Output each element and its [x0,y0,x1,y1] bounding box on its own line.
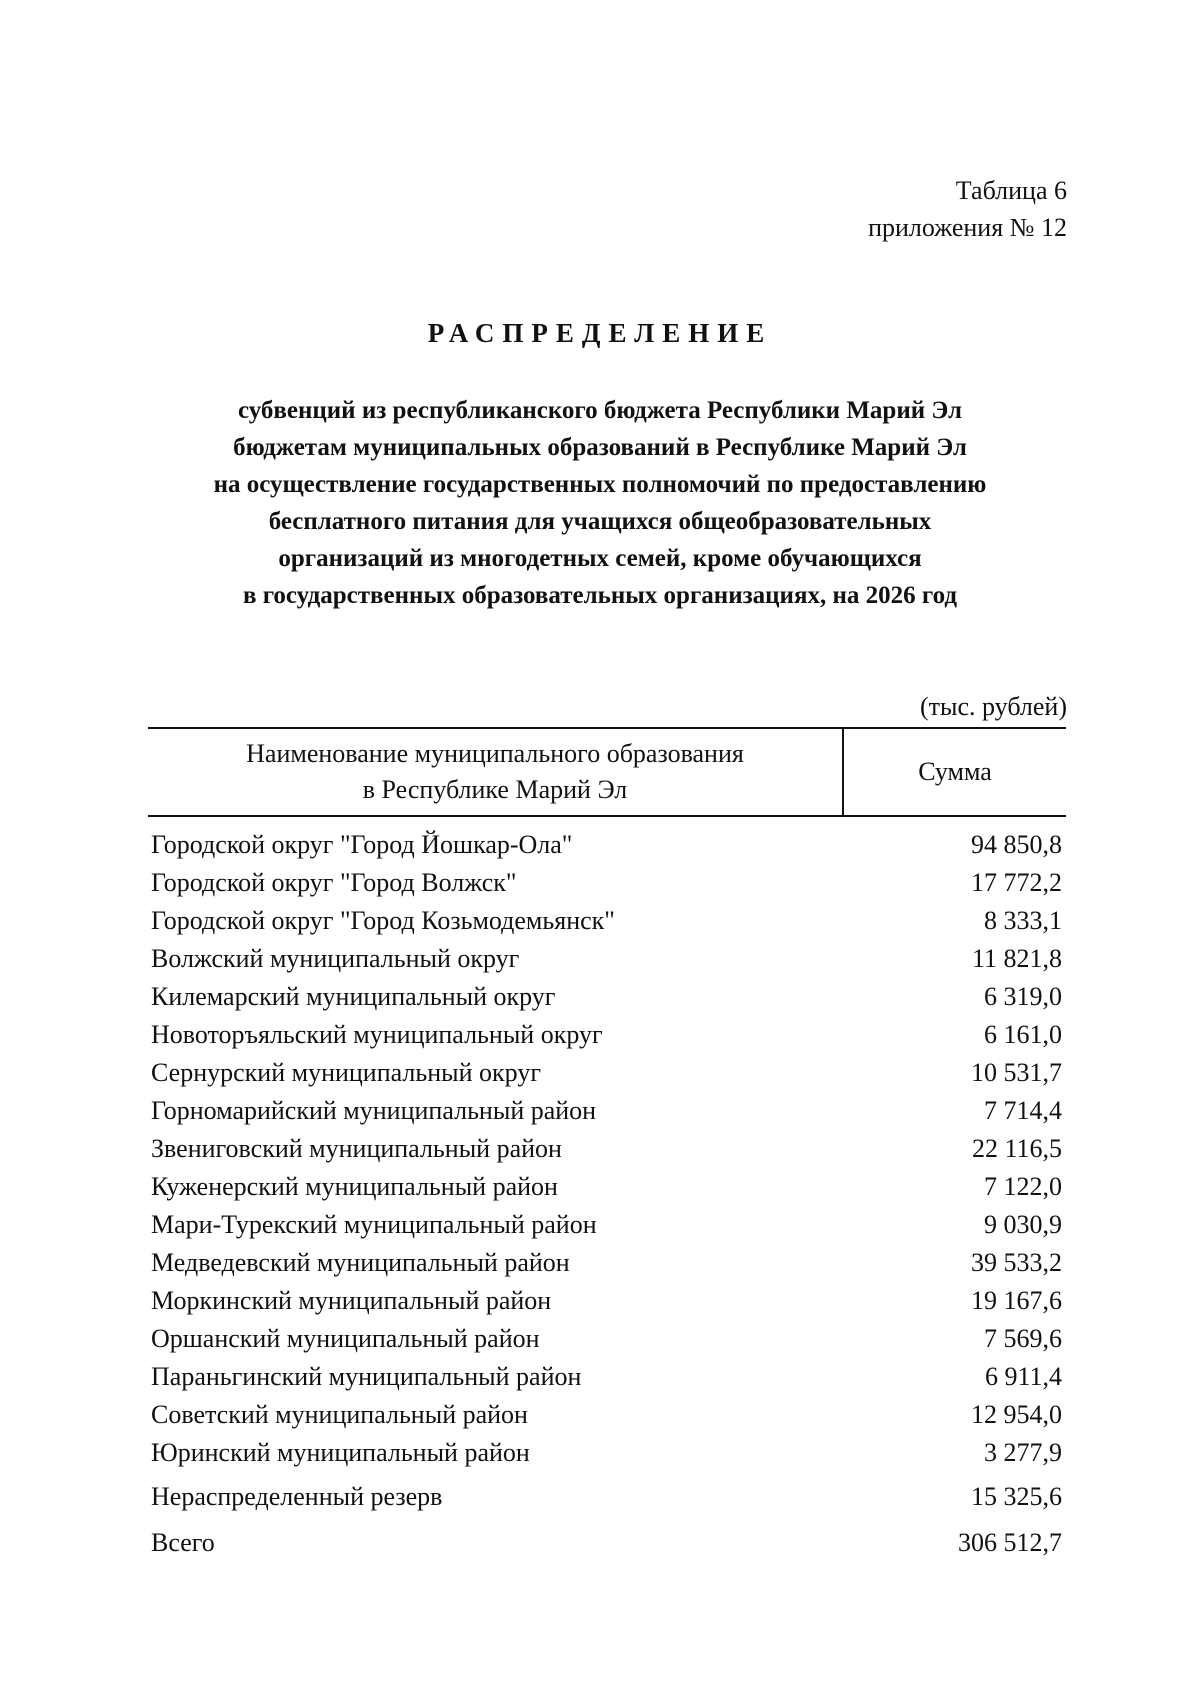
row-value: 6 161,0 [984,1020,1062,1049]
table-row [151,1282,1062,1320]
table-row [151,1244,1062,1282]
row-value: 7 122,0 [984,1172,1062,1201]
row-value: 19 167,6 [971,1286,1062,1315]
row-name: Советский муниципальный район [151,1400,528,1429]
row-value: 3 277,9 [984,1438,1062,1467]
table-row [151,1130,1062,1168]
row-value: 17 772,2 [971,868,1062,897]
reserve-name: Нераспределенный резерв [151,1482,443,1511]
row-value: 6 911,4 [984,1362,1062,1391]
table-number: Таблица 6 [955,176,1067,205]
sum-column-header: Сумма [918,757,992,786]
appendix-number: приложения № 12 [868,213,1067,242]
row-name: Сернурский муниципальный округ [151,1058,541,1087]
row-name: Медведевский муниципальный район [151,1248,570,1277]
table-body [151,826,1062,1562]
row-value: 11 821,8 [971,944,1062,973]
subtitle-line: бюджетам муниципальных образований в Республике Марий Эл [233,434,967,461]
total-row [151,1524,1062,1562]
row-name: Моркинский муниципальный район [151,1286,552,1315]
name-header-line: в Республике Марий Эл [362,775,628,804]
row-name: Звениговский муниципальный район [151,1134,562,1163]
table-row [151,826,1062,864]
row-name: Оршанский муниципальный район [151,1324,540,1353]
table-row [151,1016,1062,1054]
row-name: Юринский муниципальный район [151,1438,530,1467]
table-row [151,902,1062,940]
subtitle-line: субвенций из республиканского бюджета Республики Марий Эл [237,397,963,424]
row-name: Городской округ "Город Волжск" [151,868,517,897]
table-row [151,1358,1062,1396]
subtitle-line: на осуществление государственных полномочий по предоставлению [213,471,987,498]
table-reference [868,172,1067,246]
name-header-line: Наименование муниципального образования [246,739,744,768]
row-name: Городской округ "Город Йошкар-Ола" [151,830,573,859]
table-row [151,1092,1062,1130]
row-name: Волжский муниципальный округ [151,944,520,973]
subtitle-line: бесплатного питания для учащихся общеобразовательных [268,508,932,535]
table-row [151,1206,1062,1244]
row-value: 22 116,5 [971,1134,1062,1163]
row-value: 10 531,7 [971,1058,1062,1087]
row-name: Куженерский муниципальный район [151,1172,558,1201]
table-row [151,864,1062,902]
document-subtitle [120,392,1080,614]
row-value: 94 850,8 [971,830,1062,859]
table-row [151,1168,1062,1206]
subtitle-line: организаций из многодетных семей, кроме обучающихся [278,545,922,572]
row-value: 8 333,1 [984,906,1062,935]
table-header [148,727,1066,817]
units-label: (тыс. рублей) [919,692,1067,721]
row-name: Горномарийский муниципальный район [151,1096,597,1125]
table-row [151,1396,1062,1434]
document-heading: РАСПРЕДЕЛЕНИЕ [427,318,773,348]
row-name: Килемарский муниципальный округ [151,982,556,1011]
table-row [151,1054,1062,1092]
table-row [151,1434,1062,1472]
row-value: 7 569,6 [984,1324,1062,1353]
row-name: Параньгинский муниципальный район [151,1362,582,1391]
row-value: 6 319,0 [984,982,1062,1011]
row-value: 9 030,9 [984,1210,1062,1239]
subtitle-line: в государственных образовательных организациях, на 2026 год [242,582,958,609]
name-column-header [148,729,844,815]
row-value: 12 954,0 [971,1400,1062,1429]
row-name: Городской округ "Город Козьмодемьянск" [151,906,615,935]
total-value: 306 512,7 [958,1528,1062,1557]
row-value: 39 533,2 [971,1248,1062,1277]
row-value: 7 714,4 [984,1096,1062,1125]
table-row [151,1320,1062,1358]
reserve-row [151,1478,1062,1516]
table-row [151,940,1062,978]
table-row [151,978,1062,1016]
total-name: Всего [151,1528,215,1557]
row-name: Новоторъяльский муниципальный округ [151,1020,603,1049]
reserve-value: 15 325,6 [971,1482,1062,1511]
row-name: Мари-Турекский муниципальный район [151,1210,597,1239]
